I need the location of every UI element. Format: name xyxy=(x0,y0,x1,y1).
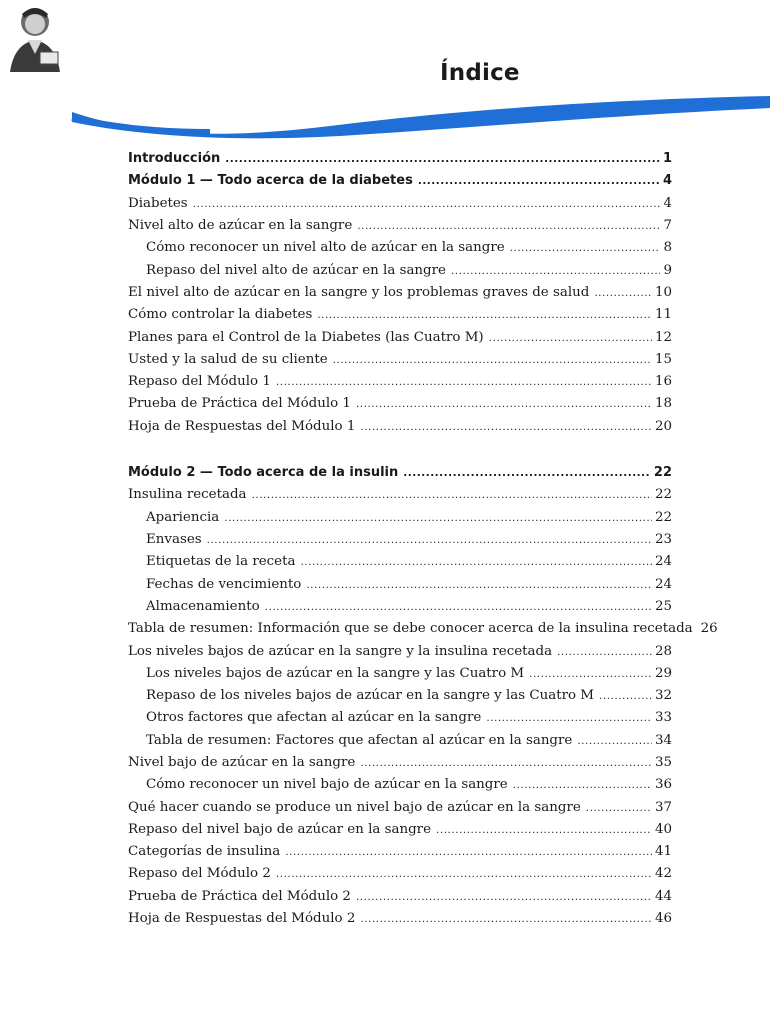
toc-entry[interactable] xyxy=(128,551,672,573)
toc-entry[interactable] xyxy=(128,685,672,707)
toc-entry[interactable] xyxy=(128,529,672,551)
toc-entry[interactable] xyxy=(128,797,672,819)
toc-page-number: 35 xyxy=(654,755,672,770)
toc-page-number: 15 xyxy=(654,351,672,367)
toc-page-number: 7 xyxy=(663,218,672,234)
toc-entry-label: Hoja de Respuestas del Módulo 2 xyxy=(128,911,356,927)
toc-entry-label: Envases xyxy=(146,532,202,548)
toc-leader-dots xyxy=(360,908,652,930)
toc-page-number: 18 xyxy=(654,396,672,412)
toc-leader-dots xyxy=(356,393,652,415)
toc-heading-entry[interactable] xyxy=(128,148,672,170)
toc-page-number: 16 xyxy=(654,374,672,390)
toc-entry-label: Etiquetas de la receta xyxy=(146,554,296,570)
toc-entry[interactable] xyxy=(128,618,718,640)
toc-page-number: 25 xyxy=(654,598,672,614)
toc-page-number: 26 xyxy=(700,621,718,637)
toc-page-number: 20 xyxy=(654,418,672,434)
toc-entry-label: Repaso del Módulo 1 xyxy=(128,374,271,390)
toc-leader-dots xyxy=(285,841,652,863)
table-of-contents xyxy=(128,148,718,930)
toc-entry-label: El nivel alto de azúcar en la sangre y los problemas graves de salud xyxy=(128,284,590,300)
toc-leader-dots xyxy=(418,170,660,192)
toc-page-number: 22 xyxy=(654,487,672,503)
toc-leader-dots xyxy=(356,886,652,908)
toc-leader-dots xyxy=(300,551,652,573)
toc-entry-label: Los niveles bajos de azúcar en la sangre y la insulina recetada xyxy=(128,643,553,659)
toc-page-number: 32 xyxy=(654,688,672,704)
toc-entry[interactable] xyxy=(128,237,672,259)
toc-leader-dots xyxy=(451,260,661,282)
toc-entry-label: Repaso de los niveles bajos de azúcar en la sangre y las Cuatro M xyxy=(146,688,595,704)
toc-leader-dots xyxy=(193,193,661,215)
toc-page-number: 4 xyxy=(662,173,672,189)
page-header xyxy=(0,0,770,140)
toc-leader-dots xyxy=(306,574,652,596)
toc-leader-dots xyxy=(357,215,660,237)
toc-entry[interactable] xyxy=(128,507,672,529)
toc-entry-label: Repaso del nivel alto de azúcar en la sangre xyxy=(146,262,446,278)
toc-page-number: 10 xyxy=(654,284,672,300)
toc-entry-label: Tabla de resumen: Información que se debe conocer acerca de la insulina recetada xyxy=(128,621,693,637)
toc-heading-entry[interactable] xyxy=(128,170,672,192)
toc-page-number: 11 xyxy=(654,307,672,323)
toc-leader-dots xyxy=(252,484,652,506)
toc-entry-label: Los niveles bajos de azúcar en la sangre y las Cuatro M xyxy=(146,665,525,681)
toc-leader-dots xyxy=(489,327,652,349)
toc-entry-label: Cómo controlar la diabetes xyxy=(128,307,313,323)
toc-entry-label: Apariencia xyxy=(146,509,220,525)
toc-entry-label: Categorías de insulina xyxy=(128,844,281,860)
toc-entry-label: Almacenamiento xyxy=(146,598,260,614)
toc-page-number: 9 xyxy=(663,262,672,278)
toc-entry-label: Fechas de vencimiento xyxy=(146,576,302,592)
toc-entry[interactable] xyxy=(128,819,672,841)
toc-entry[interactable] xyxy=(128,752,672,774)
toc-entry[interactable] xyxy=(128,908,672,930)
toc-leader-dots xyxy=(403,462,651,484)
toc-leader-dots xyxy=(594,282,652,304)
toc-heading-entry[interactable] xyxy=(128,462,672,484)
toc-entry[interactable] xyxy=(128,663,672,685)
toc-entry[interactable] xyxy=(128,730,672,752)
toc-leader-dots xyxy=(276,863,652,885)
toc-page-number: 28 xyxy=(654,643,672,659)
toc-entry-label: Usted y la salud de su cliente xyxy=(128,351,328,367)
toc-entry-label: Repaso del Módulo 2 xyxy=(128,866,271,882)
toc-entry[interactable] xyxy=(128,484,672,506)
toc-entry[interactable] xyxy=(128,574,672,596)
toc-entry[interactable] xyxy=(128,774,672,796)
toc-leader-dots xyxy=(317,304,652,326)
toc-entry-label: Tabla de resumen: Factores que afectan al azúcar en la sangre xyxy=(146,732,573,748)
toc-entry[interactable] xyxy=(128,193,672,215)
toc-leader-dots xyxy=(436,819,652,841)
toc-page-number: 40 xyxy=(654,821,672,837)
toc-entry-label: Prueba de Práctica del Módulo 1 xyxy=(128,396,351,412)
toc-page-number: 29 xyxy=(654,665,672,681)
toc-leader-dots xyxy=(225,148,660,170)
toc-entry-label: Cómo reconocer un nivel alto de azúcar en la sangre xyxy=(146,240,505,256)
toc-leader-dots xyxy=(224,507,652,529)
toc-leader-dots xyxy=(360,416,652,438)
toc-entry-label: Prueba de Práctica del Módulo 2 xyxy=(128,888,351,904)
toc-entry-label: Módulo 1 — Todo acerca de la diabetes xyxy=(128,173,413,189)
toc-leader-dots xyxy=(360,752,652,774)
toc-entry[interactable] xyxy=(128,596,672,618)
page-title: Índice xyxy=(440,60,520,86)
nurse-avatar xyxy=(0,0,70,72)
toc-entry[interactable] xyxy=(128,260,672,282)
toc-leader-dots xyxy=(276,371,652,393)
toc-entry[interactable] xyxy=(128,282,672,304)
toc-entry-label: Nivel alto de azúcar en la sangre xyxy=(128,218,353,234)
toc-entry[interactable] xyxy=(128,215,672,237)
toc-leader-dots xyxy=(333,349,652,371)
toc-leader-dots xyxy=(577,730,652,752)
toc-entry-label: Insulina recetada xyxy=(128,487,247,503)
toc-page-number: 44 xyxy=(654,888,672,904)
toc-entry[interactable] xyxy=(128,707,672,729)
toc-leader-dots xyxy=(265,596,652,618)
toc-leader-dots xyxy=(486,707,652,729)
toc-entry[interactable] xyxy=(128,641,672,663)
toc-page-number: 12 xyxy=(654,329,672,345)
toc-entry-label: Hoja de Respuestas del Módulo 1 xyxy=(128,418,356,434)
toc-page-number: 23 xyxy=(654,532,672,548)
toc-leader-dots xyxy=(599,685,652,707)
section-gap xyxy=(128,438,672,462)
toc-page-number: 22 xyxy=(654,509,672,525)
toc-leader-dots xyxy=(513,774,652,796)
toc-leader-dots xyxy=(529,663,652,685)
toc-page-number: 4 xyxy=(663,195,672,211)
toc-page-number: 42 xyxy=(654,866,672,882)
toc-entry[interactable] xyxy=(128,393,672,415)
toc-entry[interactable] xyxy=(128,416,672,438)
toc-entry-label: Módulo 2 — Todo acerca de la insulin xyxy=(128,465,399,481)
toc-entry[interactable] xyxy=(128,304,672,326)
toc-entry[interactable] xyxy=(128,863,672,885)
toc-entry[interactable] xyxy=(128,349,672,371)
toc-entry[interactable] xyxy=(128,841,672,863)
toc-page-number: 24 xyxy=(654,576,672,592)
toc-entry-label: Planes para el Control de la Diabetes (las Cuatro M) xyxy=(128,329,484,345)
toc-leader-dots xyxy=(510,237,661,259)
toc-page-number: 1 xyxy=(662,151,672,166)
toc-page-number: 37 xyxy=(654,799,672,815)
toc-entry-label: Otros factores que afectan al azúcar en la sangre xyxy=(146,710,482,726)
toc-leader-dots xyxy=(586,797,652,819)
toc-page-number: 36 xyxy=(654,777,672,793)
toc-entry[interactable] xyxy=(128,371,672,393)
toc-entry-label: Nivel bajo de azúcar en la sangre xyxy=(128,755,356,770)
toc-entry[interactable] xyxy=(128,327,672,349)
toc-page-number: 41 xyxy=(654,844,672,860)
toc-page-number: 24 xyxy=(654,554,672,570)
toc-page-number: 34 xyxy=(654,732,672,748)
toc-page-number: 46 xyxy=(654,911,672,927)
toc-entry-label: Qué hacer cuando se produce un nivel bajo de azúcar en la sangre xyxy=(128,799,581,815)
blue-wave-banner xyxy=(0,0,770,140)
toc-entry-label: Introducción xyxy=(128,151,221,166)
toc-page-number: 33 xyxy=(654,710,672,726)
toc-page-number: 22 xyxy=(653,465,672,481)
toc-entry[interactable] xyxy=(128,886,672,908)
toc-page-number: 8 xyxy=(663,240,672,256)
toc-leader-dots xyxy=(207,529,652,551)
toc-entry-label: Cómo reconocer un nivel bajo de azúcar en la sangre xyxy=(146,777,508,793)
toc-entry-label: Diabetes xyxy=(128,195,188,211)
toc-entry-label: Repaso del nivel bajo de azúcar en la sangre xyxy=(128,821,432,837)
toc-leader-dots xyxy=(557,641,652,663)
